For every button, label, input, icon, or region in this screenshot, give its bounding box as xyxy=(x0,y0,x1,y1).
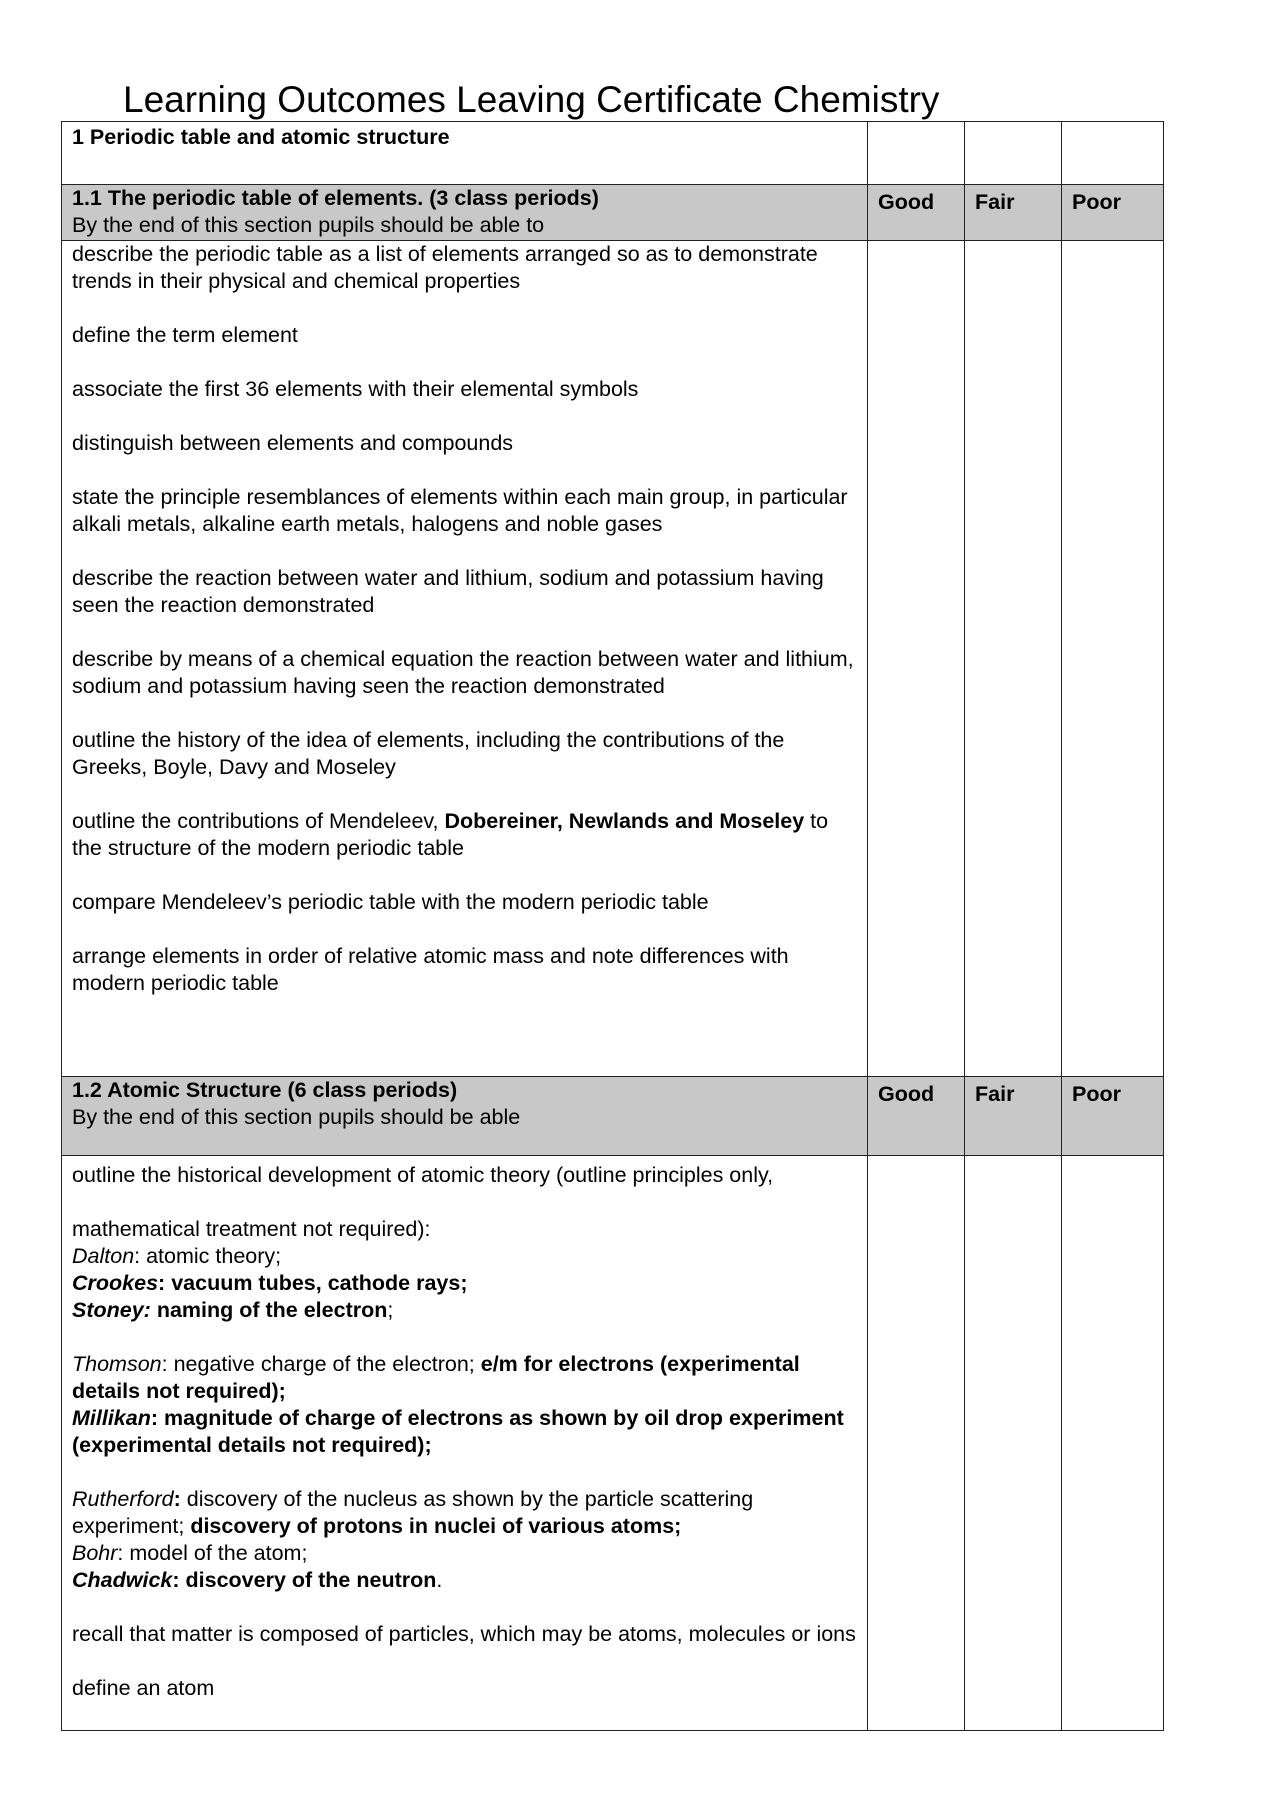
fair-label: Fair xyxy=(965,1077,1062,1156)
good-label: Good xyxy=(868,1077,965,1156)
rating-cell xyxy=(965,1156,1062,1731)
outcome-text: outline the contributions of Mendeleev, xyxy=(72,809,445,833)
rating-cell xyxy=(1062,241,1164,1077)
crookes-line xyxy=(72,1270,857,1297)
dalton-line xyxy=(72,1243,857,1270)
bohr-line xyxy=(72,1540,857,1567)
contribution-colon: : xyxy=(173,1487,181,1511)
contribution-end: ; xyxy=(387,1298,394,1322)
outcome-item: describe the periodic table as a list of elements arranged so as to demonstrate trends in their physical and chemical properties xyxy=(72,242,818,293)
thomson-millikan-block xyxy=(72,1351,857,1459)
rating-cell xyxy=(965,122,1062,185)
rating-cell xyxy=(1062,122,1164,185)
section-title: 1.1 The periodic table of elements. (3 class periods) xyxy=(72,186,599,210)
scientist-name: Chadwick xyxy=(72,1568,173,1592)
outcome-item: outline the history of the idea of elements, including the contributions of the Greeks, Boyle, Davy and Moseley xyxy=(72,728,785,779)
outcome-text: to the structure of the modern periodic table xyxy=(72,809,829,860)
outcome-item: describe the reaction between water and lithium, sodium and potassium having seen the reaction demonstrated xyxy=(72,566,824,617)
millikan-line xyxy=(72,1405,857,1459)
outcome-item: define the term element xyxy=(72,323,298,347)
poor-label: Poor xyxy=(1062,1077,1164,1156)
chadwick-line xyxy=(72,1567,857,1594)
rutherford-block xyxy=(72,1486,857,1594)
outcome-item: recall that matter is composed of particles, which may be atoms, molecules or ions xyxy=(72,1622,856,1646)
rating-cell xyxy=(868,241,965,1077)
section-intro: By the end of this section pupils should be able xyxy=(72,1105,521,1129)
section-header-cell xyxy=(62,1077,868,1156)
section-1-1-header xyxy=(62,185,1164,241)
contribution-text: discovery of the nucleus as shown by the particle scattering experiment; xyxy=(72,1487,754,1538)
scientist-name: Thomson xyxy=(72,1352,162,1376)
main-heading: 1 Periodic table and atomic structure xyxy=(62,122,868,185)
contribution-text: : discovery of the neutron xyxy=(172,1568,437,1592)
outcome-item: associate the first 36 elements with their elemental symbols xyxy=(72,377,639,401)
outcome-item: compare Mendeleev’s periodic table with the modern periodic table xyxy=(72,890,709,914)
rating-cell xyxy=(868,1156,965,1731)
rutherford-line xyxy=(72,1486,857,1540)
fair-label: Fair xyxy=(965,185,1062,241)
section-1-2-body xyxy=(62,1156,1164,1731)
scientist-name: Millikan xyxy=(72,1406,151,1430)
section-1-2-header xyxy=(62,1077,1164,1156)
scientist-name: Crookes xyxy=(72,1271,159,1295)
rating-cell xyxy=(965,241,1062,1077)
contribution-text: : magnitude of charge of electrons as shown by oil drop experiment (experimental details not required); xyxy=(72,1406,844,1457)
outcome-item: arrange elements in order of relative atomic mass and note differences with modern periodic table xyxy=(72,944,789,995)
history-line: mathematical treatment not required): xyxy=(72,1217,431,1241)
contribution-text: : model of the atom; xyxy=(117,1541,308,1565)
stoney-line xyxy=(72,1297,857,1324)
contribution-text: : negative charge of the electron; xyxy=(161,1352,481,1376)
outcome-item: outline the historical development of atomic theory (outline principles only, xyxy=(72,1163,774,1187)
section-1-1-body xyxy=(62,241,1164,1077)
section-header-cell xyxy=(62,185,868,241)
contribution-text: : atomic theory; xyxy=(134,1244,282,1268)
scientist-name: Stoney: xyxy=(72,1298,151,1322)
outcome-item: define an atom xyxy=(72,1676,215,1700)
learning-outcomes-table xyxy=(61,121,1164,1731)
rating-cell xyxy=(868,122,965,185)
contribution-colon: : xyxy=(158,1271,166,1295)
page-title: Learning Outcomes Leaving Certificate Chemistry xyxy=(123,79,940,120)
outcomes-cell xyxy=(62,1156,868,1731)
outcome-bold-text: Dobereiner, Newlands and Moseley xyxy=(444,809,805,833)
scientist-name: Rutherford xyxy=(72,1487,174,1511)
contribution-text: naming of the electron xyxy=(150,1298,388,1322)
poor-label: Poor xyxy=(1062,185,1164,241)
rating-cell xyxy=(1062,1156,1164,1731)
outcome-item: state the principle resemblances of elements within each main group, in particular alkali metals, alkaline earth metals, halogens and noble gases xyxy=(72,485,848,536)
scientist-name: Dalton xyxy=(72,1244,135,1268)
contribution-text: vacuum tubes, cathode rays; xyxy=(165,1271,468,1295)
contribution-bold-text: discovery of protons in nuclei of various atoms; xyxy=(190,1514,682,1538)
outcome-item: describe by means of a chemical equation the reaction between water and lithium, sodium and potassium having seen the reaction demonstrated xyxy=(72,647,854,698)
section-intro: By the end of this section pupils should be able to xyxy=(72,213,545,237)
contribution-bold-text: e/m for electrons (experimental details not required); xyxy=(72,1352,800,1403)
thomson-line xyxy=(72,1351,857,1405)
outcome-item-mendeleev xyxy=(72,808,857,862)
outcome-item: distinguish between elements and compounds xyxy=(72,431,514,455)
main-heading-row xyxy=(62,122,1164,185)
section-title: 1.2 Atomic Structure (6 class periods) xyxy=(72,1078,458,1102)
outcomes-cell xyxy=(62,241,868,1077)
good-label: Good xyxy=(868,185,965,241)
contribution-end: . xyxy=(436,1568,443,1592)
scientist-name: Bohr xyxy=(72,1541,118,1565)
history-details xyxy=(72,1216,857,1324)
